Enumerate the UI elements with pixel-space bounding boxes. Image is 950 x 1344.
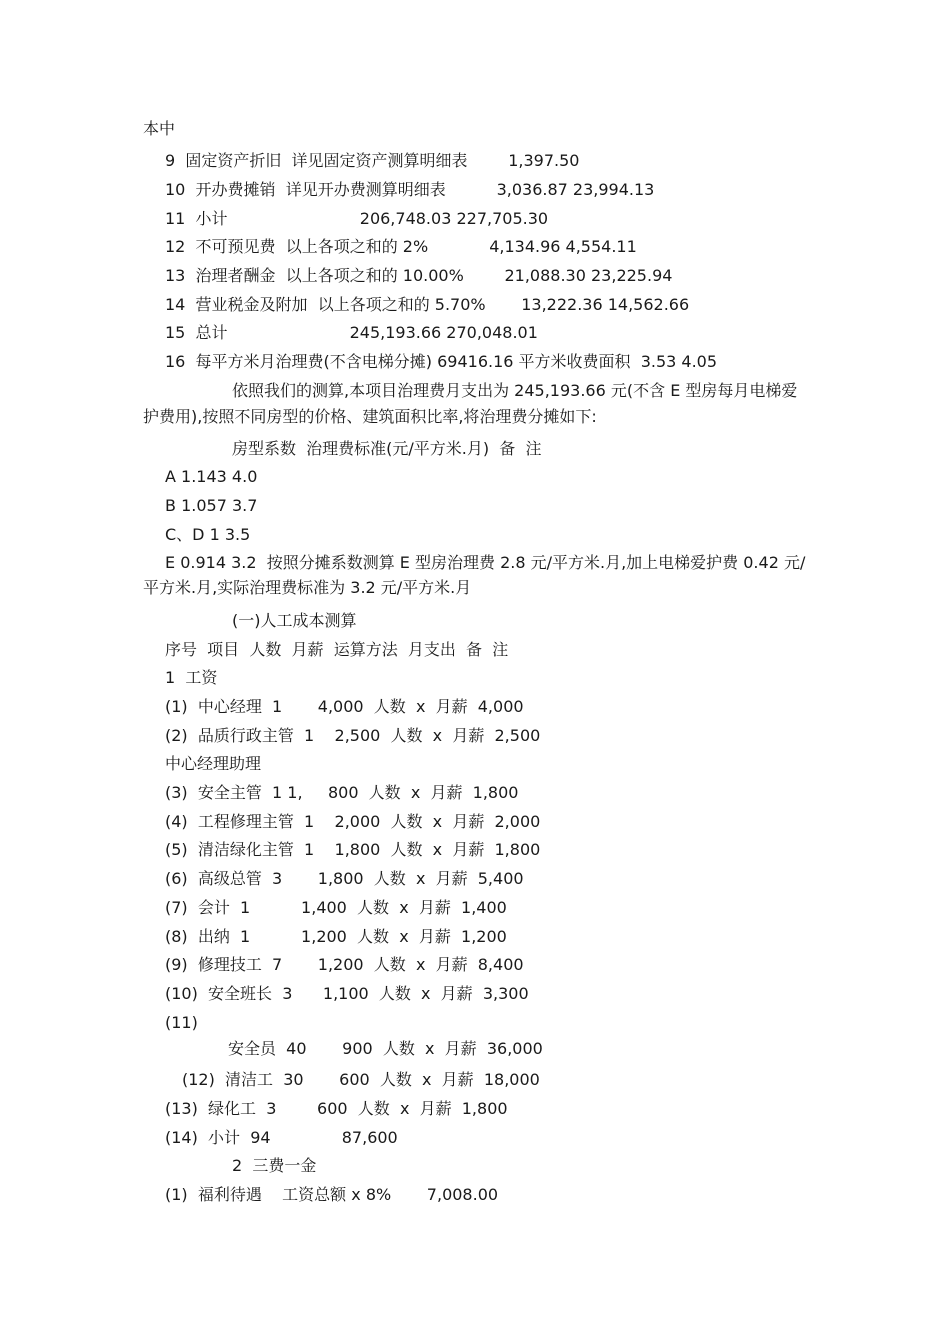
- table-row: (3) 安全主管 1 1, 800 人数 x 月薪 1,800: [165, 783, 519, 802]
- text-line: 9 固定资产折旧 详见固定资产测算明细表 1,397.50: [165, 151, 580, 170]
- section-heading: 2 三费一金: [232, 1156, 317, 1175]
- text-line: 10 开办费摊销 详见开办费测算明细表 3,036.87 23,994.13: [165, 180, 655, 199]
- text-line: (11): [165, 1013, 198, 1032]
- table-row: (1) 中心经理 1 4,000 人数 x 月薪 4,000: [165, 697, 524, 716]
- text-line: 房型系数 治理费标准(元/平方米.月) 备 注: [232, 439, 542, 458]
- text-line: 13 治理者酬金 以上各项之和的 10.00% 21,088.30 23,225.94: [165, 266, 673, 285]
- text-line: 平方米.月,实际治理费标准为 3.2 元/平方米.月: [143, 578, 472, 597]
- table-header: 序号 项目 人数 月薪 运算方法 月支出 备 注: [165, 640, 509, 659]
- table-row: 安全员 40 900 人数 x 月薪 36,000: [228, 1039, 543, 1058]
- text-line: 护费用),按照不同房型的价格、建筑面积比率,将治理费分摊如下:: [143, 407, 597, 426]
- text-line: C、D 1 3.5: [165, 525, 251, 544]
- section-heading: (一)人工成本测算: [232, 611, 357, 630]
- table-row: (13) 绿化工 3 600 人数 x 月薪 1,800: [165, 1099, 508, 1118]
- table-row: (12) 清洁工 30 600 人数 x 月薪 18,000: [182, 1070, 540, 1089]
- text-line: 11 小计 206,748.03 227,705.30: [165, 209, 549, 228]
- table-row: (7) 会计 1 1,400 人数 x 月薪 1,400: [165, 898, 507, 917]
- text-line: B 1.057 3.7: [165, 496, 258, 515]
- text-line: 12 不可预见费 以上各项之和的 2% 4,134.96 4,554.11: [165, 237, 637, 256]
- text-line: 16 每平方米月治理费(不含电梯分摊) 69416.16 平方米收费面积 3.53 4.05: [165, 352, 718, 371]
- table-row: (10) 安全班长 3 1,100 人数 x 月薪 3,300: [165, 984, 529, 1003]
- table-row: (2) 品质行政主管 1 2,500 人数 x 月薪 2,500: [165, 726, 541, 745]
- text-line: 14 营业税金及附加 以上各项之和的 5.70% 13,222.36 14,562.66: [165, 295, 690, 314]
- text-line: 15 总计 245,193.66 270,048.01: [165, 323, 538, 342]
- table-row: (4) 工程修理主管 1 2,000 人数 x 月薪 2,000: [165, 812, 541, 831]
- text-line: 中心经理助理: [165, 754, 262, 773]
- table-row: (5) 清洁绿化主管 1 1,800 人数 x 月薪 1,800: [165, 840, 541, 859]
- text-line: 本中: [143, 119, 176, 138]
- text-line: A 1.143 4.0: [165, 467, 258, 486]
- table-row: (8) 出纳 1 1,200 人数 x 月薪 1,200: [165, 927, 507, 946]
- table-row: (6) 高级总管 3 1,800 人数 x 月薪 5,400: [165, 869, 524, 888]
- table-row: (9) 修理技工 7 1,200 人数 x 月薪 8,400: [165, 955, 524, 974]
- text-line: E 0.914 3.2 按照分摊系数测算 E 型房治理费 2.8 元/平方米.月,加上电梯爱护费 0.42 元/: [165, 553, 806, 572]
- text-line: 依照我们的测算,本项目治理费月支出为 245,193.66 元(不含 E 型房每月电梯爱: [232, 381, 798, 400]
- table-row: (14) 小计 94 87,600: [165, 1128, 398, 1147]
- text-line: 1 工资: [165, 668, 218, 687]
- table-row: (1) 福利待遇 工资总额 x 8% 7,008.00: [165, 1185, 499, 1204]
